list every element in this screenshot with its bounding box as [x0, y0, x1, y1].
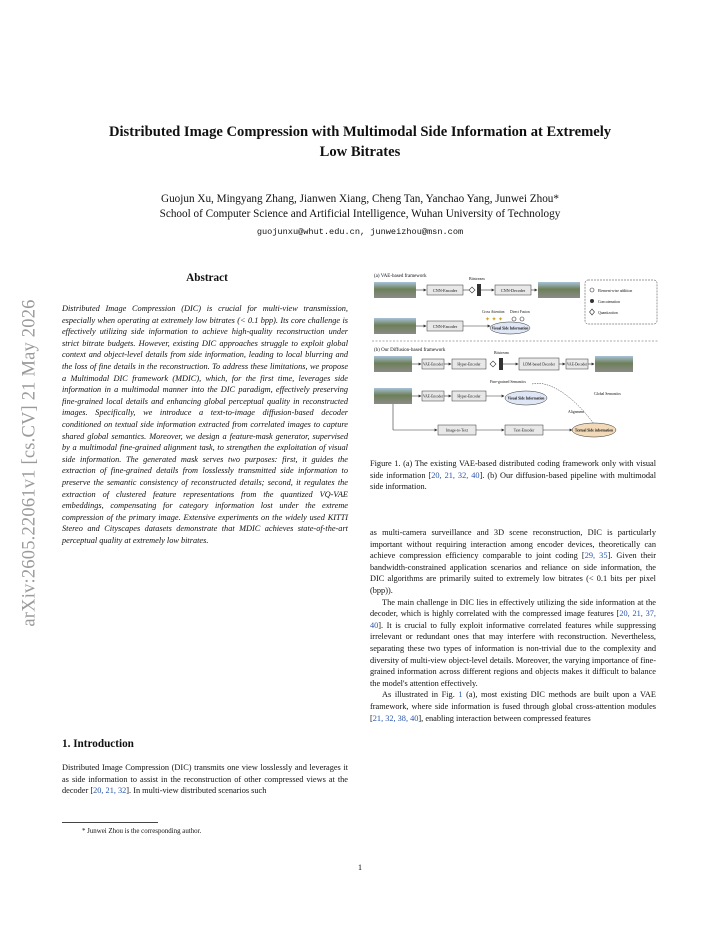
caption-text-a: Figure 1. (a) The existing VAE-based distributed coding framework only with visual side information [: [370, 459, 656, 480]
text-run: as multi-camera surveillance and 3D scene reconstruction, DIC is particularly important without requiring interaction among encoder devices, theoretically can achieve compression efficiency comparable to joint coding [: [370, 528, 656, 561]
arxiv-id: arXiv:2605.22061v1 [cs.CV] 21 May 2026: [19, 299, 40, 627]
figure-label-a: (a) VAE-based framework: [374, 274, 427, 279]
direct-fusion-label: Direct Fusion: [510, 310, 530, 314]
quantization-icon: [469, 287, 475, 293]
text-run: (a), most existing DIC methods are built upon a VAE framework, where side information is fused through global cross-attention modules [: [370, 690, 656, 723]
intro-text-a: Distributed Image Compression (DIC) transmits one view losslessly and leverages it as side information to assist in the reconstruction of other compressed views at the decoder [: [62, 763, 348, 796]
section-heading-introduction: 1. Introduction: [62, 738, 134, 750]
hyper-encoder-label: Hyper-Encoder: [457, 362, 481, 367]
figure-ref-link[interactable]: 1: [458, 690, 463, 700]
text-run: ]. It is crucial to fully exploit informative correlated features while suppressing irrelevant or redundant ones that may interfere with reconstruction. Nevertheless, separating these two types of information is non-trivial due to the complexity and diversity of multi-view object-level details. Moreover, the varying importance of fine-grained information across different regions and objects makes it difficult to balance the model's attention effectively.: [370, 620, 656, 688]
output-image-a: [538, 282, 580, 298]
cross-attention-icon: ✦ ✦ ✦: [485, 317, 504, 323]
text-run: The main challenge in DIC lies in effectively utilizing the side information at the decoder, which is highly correlated with the compressed image features [: [370, 597, 656, 619]
hyper-encoder-side-label: Hyper-Encoder: [457, 394, 481, 399]
arxiv-stamp: [8, 258, 52, 668]
fusion-icon-2: [520, 317, 524, 321]
fine-grained-semantics-label: Fine-grained Semantics: [490, 380, 526, 384]
paragraph: [370, 597, 656, 690]
concat-icon: [590, 299, 594, 303]
text-run: ]. Given their bandwidth-constrained application scenarios and reliance on side information, the DIC algorithms are primarily suited to extremely low bitrates (< 0.1 bits per pixel (bpp)).: [370, 551, 657, 595]
caption-text-b: ]. (b) Our diffusion-based pipeline with multimodal side information.: [370, 470, 657, 492]
footnote: [62, 828, 348, 835]
author-list: Guojun Xu, Mingyang Zhang, Jianwen Xiang, Cheng Tan, Yanchao Yang, Junwei Zhou*: [161, 193, 559, 205]
fusion-icon: [512, 317, 516, 321]
paragraph: [370, 689, 656, 724]
global-semantics-arrow: [532, 383, 597, 428]
text-run: ], enabling interaction between compressed features: [418, 713, 591, 723]
side-image-a: [374, 318, 416, 334]
footnote-text: * Junwei Zhou is the corresponding author.: [82, 828, 202, 835]
footnote-rule: [62, 822, 158, 823]
cnn-encoder-label: CNN-Encoder: [432, 288, 458, 293]
vae-encoder-label: VAE-Encoder: [422, 362, 444, 367]
figure-1: [372, 268, 658, 450]
figure-label-b: (b) Our Diffusion-based framework: [374, 348, 446, 353]
intro-paragraph: [62, 762, 348, 797]
paper-title: [40, 122, 680, 162]
citation-link[interactable]: 29, 35: [584, 551, 608, 561]
citation-link[interactable]: 20, 21, 32: [93, 786, 127, 796]
quantization-icon-b: [490, 361, 496, 367]
side-image-b: [374, 388, 412, 404]
affiliation: School of Computer Science and Artificial Intelligence, Wuhan University of Technology: [159, 208, 561, 220]
visual-side-info-label-b: Visual Side Information: [507, 396, 545, 401]
cross-attention-label: Cross Attention: [482, 310, 505, 314]
quant-icon: [590, 309, 595, 315]
image-to-text-label: Image-to-Text: [446, 428, 468, 433]
author-emails: guojunxu@whut.edu.cn, junweizhou@msn.com: [256, 227, 464, 237]
legend-add-label: Element-wise addition: [598, 289, 633, 293]
vae-decoder-label: VAE-Decoder: [566, 362, 588, 367]
text-run: As illustrated in Fig.: [382, 690, 459, 700]
abstract-heading: Abstract: [186, 272, 228, 284]
textual-side-info-label: Textual Side information: [574, 428, 614, 433]
caption-citation[interactable]: 20, 21, 32, 40: [431, 470, 480, 480]
vae-encoder-side-label: VAE-Encoder: [422, 394, 444, 399]
output-image-b: [595, 356, 633, 372]
text-encoder-label: Text-Encoder: [513, 428, 535, 433]
legend-quant-label: Quantization: [598, 311, 618, 315]
cnn-encoder-side-label: CNN-Encoder: [432, 324, 458, 329]
figure-legend: [585, 280, 657, 324]
input-image-a: [374, 282, 416, 298]
figure-caption: [370, 458, 656, 493]
title-line-2: Low Bitrates: [319, 144, 401, 160]
ldm-decoder-label: LDM-based Decoder: [522, 362, 556, 367]
legend-concat-label: Concatenation: [598, 300, 620, 304]
right-column-text: [370, 527, 656, 724]
cnn-decoder-label: CNN-Decoder: [500, 288, 526, 293]
alignment-label: Alignment: [568, 410, 585, 414]
citation-link[interactable]: 20, 21, 37, 40: [370, 609, 657, 630]
bitstream-label: Bitstream: [469, 276, 485, 281]
intro-text-b: ]. In multi-view distributed scenarios such: [126, 786, 267, 796]
add-icon: [590, 288, 594, 292]
paragraph: [370, 527, 656, 597]
bitstream-icon: [477, 284, 481, 296]
page-number: 1: [357, 862, 363, 872]
abstract-text: Distributed Image Compression (DIC) is crucial for multi-view transmission, especially when operating at extremely low bitrates (< 0.1 bpp). Its core challenge is effectively utilizing side information to achieve high-quality reconstruction under strict bitrate budgets. However, existing DIC approaches struggle to exploit global context and object-level details from side information, leading to local blurring and the loss of fine details in the reconstruction. To address these limitations, we propose a Multimodal DIC framework (MDIC), which, for the first time, leverages side information in a multimodal manner into the DIC paradigm, effectively preserving fine-grained local details and enhancing global perceptual quality in reconstructed images. Specifically, we introduce a text-to-image diffusion-based decoder conditioned on textual side information extracted from correlated images to capture shared global semantics. Moreover, we design a feature-mask generator, supervised by a multimodal fine-grained alignment task, to strengthen the exploitation of visual side information. The generated mask serves two purposes: first, it guides the extraction of fine-grained details from losslessly transmitted side information to preserve the semantic consistency of reconstructed details; second, it regulates the extraction of clustered feature representations from the quantized VQ-VAE embeddings, compensating for category information lost under the extreme compression of the primary image. Extensive experiments on the widely used KITTI Stereo and Cityscapes datasets demonstrate that MDIC achieves state-of-the-art perceptual quality at extremely low bitrates.: [62, 304, 348, 545]
input-image-b: [374, 356, 412, 372]
bitstream-label-b: Bitstream: [494, 351, 509, 355]
citation-link[interactable]: 21, 32, 38, 40: [372, 713, 419, 723]
author-block: [40, 192, 680, 222]
title-line-1: Distributed Image Compression with Multimodal Side Information at Extremely: [108, 124, 612, 140]
visual-side-info-label-a: Visual Side Information: [491, 326, 529, 331]
global-semantics-label: Global Semantics: [594, 392, 621, 396]
bitstream-icon-b: [499, 358, 503, 370]
